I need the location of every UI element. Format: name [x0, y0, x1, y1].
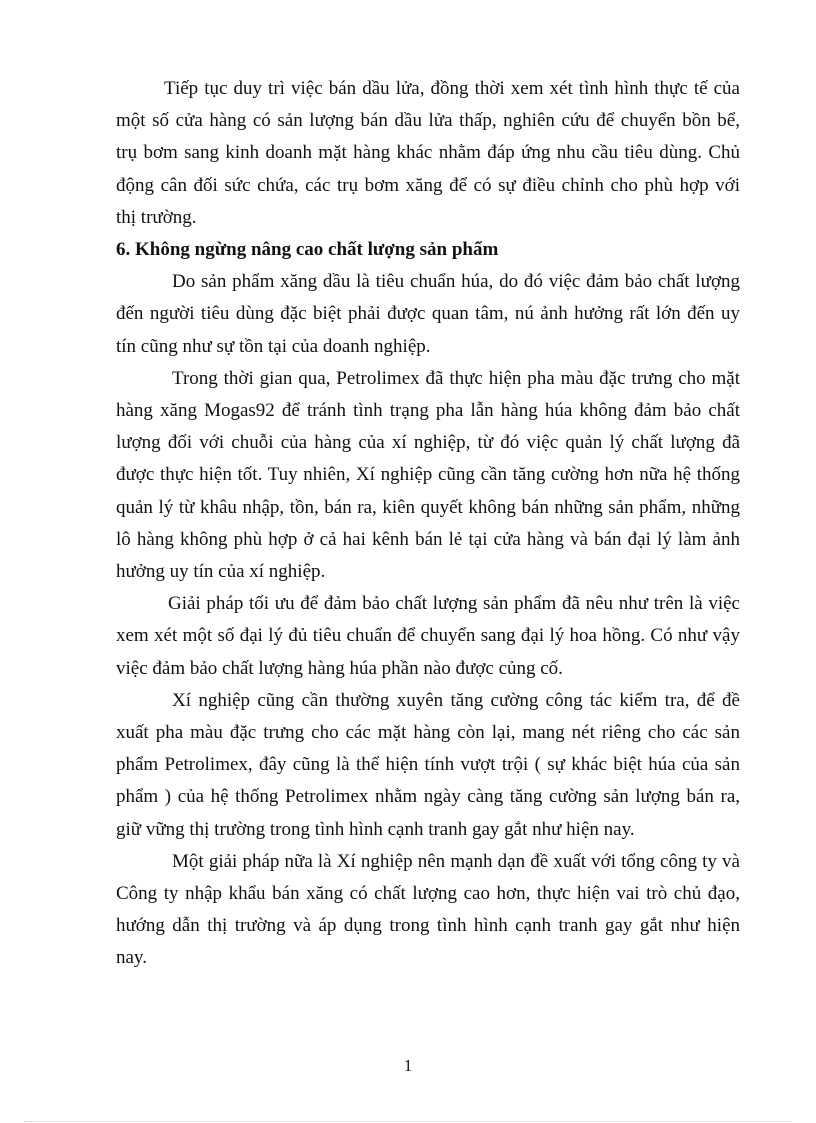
- paragraph-line: hưởng uy tín của xí nghiệp.: [116, 561, 326, 583]
- section-heading: 6. Không ngừng nâng cao chất lượng sản phẩm: [116, 239, 499, 261]
- paragraph-line: đến người tiêu dùng đặc biệt phải được quan tâm, nú ảnh hưởng rất lớn đến uy: [116, 303, 740, 325]
- page-number: 1: [403, 1056, 413, 1075]
- paragraph-line: thị trường.: [116, 206, 197, 228]
- paragraph-line: động cân đối sức chứa, các trụ bơm xăng để có sự điều chỉnh cho phù hợp với: [116, 174, 740, 196]
- body-paragraph: [116, 846, 740, 975]
- paragraph-line: lô hàng không phù hợp ở cả hai kênh bán lẻ tại cửa hàng và bán đại lý làm ảnh: [116, 528, 740, 550]
- paragraph-line: Một giải pháp nữa là Xí nghiệp nên mạnh dạn đề xuất với tổng công ty và: [172, 850, 740, 872]
- paragraph-line: xuất pha màu đặc trưng cho các mặt hàng còn lại, mang nét riêng cho các sản: [116, 722, 740, 744]
- paragraph-line: Do sản phẩm xăng dầu là tiêu chuẩn húa, do đó việc đảm bảo chất lượng: [172, 271, 740, 293]
- paragraph-line: Giải pháp tối ưu để đảm bảo chất lượng sản phẩm đã nêu như trên là việc: [168, 593, 740, 615]
- paragraph-line: xem xét một số đại lý đủ tiêu chuẩn để chuyển sang đại lý hoa hồng. Có như vậy: [116, 625, 740, 647]
- paragraph-line: trụ bơm sang kinh doanh mặt hàng khác nhằm đáp ứng nhu cầu tiêu dùng. Chủ: [116, 142, 740, 164]
- paragraph-line: hướng dẫn thị trường và áp dụng trong tình hình cạnh tranh gay gắt như hiện: [116, 915, 740, 937]
- paragraph-line: Công ty nhập khẩu bán xăng có chất lượng cao hơn, thực hiện vai trò chủ đạo,: [116, 883, 740, 905]
- paragraph-line: nay.: [116, 947, 147, 969]
- paragraph-line: giữ vững thị trường trong tình hình cạnh tranh gay gắt như hiện nay.: [116, 818, 635, 840]
- body-paragraph: [116, 73, 740, 234]
- body-paragraph: [116, 266, 740, 363]
- paragraph-line: tín cũng như sự tồn tại của doanh nghiệp.: [116, 335, 431, 357]
- paragraph-line: việc đảm bảo chất lượng hàng húa phần nào được củng cố.: [116, 657, 563, 679]
- paragraph-line: được thực hiện tốt. Tuy nhiên, Xí nghiệp cũng cần tăng cường hơn nữa hệ thống: [116, 464, 740, 486]
- paragraph-line: hàng xăng Mogas92 để tránh tình trạng pha lẫn hàng húa không đảm bảo chất: [116, 400, 740, 422]
- paragraph-line: phẩm Petrolimex, đây cũng là thể hiện tính vượt trội ( sự khác biệt húa của sản: [116, 754, 740, 776]
- page-bottom-rule: [24, 1121, 792, 1122]
- paragraph-line: một số cửa hàng có sản lượng bán dầu lửa thấp, nghiên cứu để chuyển bồn bể,: [116, 110, 740, 132]
- paragraph-line: Xí nghiệp cũng cần thường xuyên tăng cường công tác kiểm tra, để đề: [172, 689, 740, 711]
- paragraph-line: phẩm ) của hệ thống Petrolimex nhằm ngày càng tăng cường sản lượng bán ra,: [116, 786, 740, 808]
- paragraph-line: Trong thời gian qua, Petrolimex đã thực hiện pha màu đặc trưng cho mặt: [172, 367, 740, 389]
- body-paragraph: [116, 685, 740, 846]
- body-paragraph: [116, 363, 740, 588]
- paragraph-line: Tiếp tục duy trì việc bán dầu lửa, đồng thời xem xét tình hình thực tế của: [164, 78, 740, 99]
- paragraph-line: lượng đối với chuỗi của hàng của xí nghiệp, từ đó việc quản lý chất lượng đã: [116, 432, 740, 454]
- body-paragraph: [116, 588, 740, 685]
- paragraph-line: quản lý từ khâu nhập, tồn, bán ra, kiên quyết không bán những sản phẩm, những: [116, 496, 740, 518]
- document-body: [116, 73, 740, 975]
